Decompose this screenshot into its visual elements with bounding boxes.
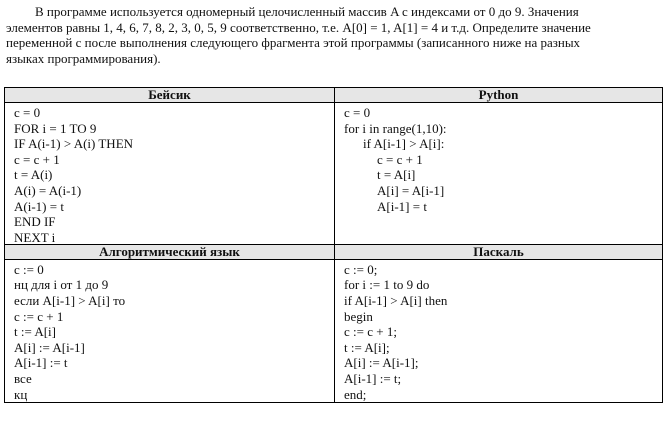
- python-line: t = A[i]: [377, 167, 416, 183]
- basic-line: c = c + 1: [14, 151, 60, 167]
- basic-line: c = 0: [14, 105, 41, 120]
- problem-line-4: языках программирования).: [6, 50, 161, 66]
- algo-line: если A[i-1] > A[i] то: [14, 292, 126, 308]
- pascal-line: begin: [344, 308, 373, 324]
- code-table: [4, 87, 663, 403]
- algo-line: c := c + 1: [14, 308, 64, 324]
- python-line: A[i] = A[i-1]: [377, 182, 445, 198]
- basic-line: A(i) = A(i-1): [14, 182, 82, 198]
- header-python: Python: [335, 88, 663, 103]
- problem-line-3: переменной c после выполнения следующего фрагмента этой программы (записанного ниже на разных: [6, 35, 581, 51]
- basic-line: A(i-1) = t: [14, 198, 64, 214]
- header-pascal: Паскаль: [335, 244, 663, 259]
- basic-line: END IF: [14, 214, 56, 230]
- python-line: c = c + 1: [377, 151, 423, 167]
- pascal-line: A[i] := A[i-1];: [344, 355, 419, 371]
- problem-line-2: элементов равны 1, 4, 6, 7, 8, 2, 3, 0, 5, 9 соответственно, т.е. A[0] = 1, A[1] = 4 и т.д. Определите значение: [6, 19, 591, 35]
- python-line: if A[i-1] > A[i]:: [363, 136, 445, 152]
- python-code-cell: [335, 103, 663, 245]
- pascal-line: for i := 1 to 9 do: [344, 277, 430, 293]
- basic-line: FOR i = 1 TO 9: [14, 120, 97, 136]
- pascal-line: c := c + 1;: [344, 324, 397, 340]
- pascal-line: t := A[i];: [344, 339, 390, 355]
- algo-line: все: [14, 370, 32, 386]
- algo-line: A[i-1] := t: [14, 355, 68, 371]
- basic-line: t = A(i): [14, 167, 53, 183]
- basic-line: IF A(i-1) > A(i) THEN: [14, 136, 134, 152]
- pascal-code-cell: [335, 259, 663, 402]
- algo-line: c := 0: [14, 261, 44, 277]
- python-line: for i in range(1,10):: [344, 120, 447, 136]
- algo-line: A[i] := A[i-1]: [14, 339, 85, 355]
- basic-code-cell: [5, 103, 335, 245]
- algo-code-cell: [5, 259, 335, 402]
- pascal-line: if A[i-1] > A[i] then: [344, 292, 448, 308]
- python-line: A[i-1] = t: [377, 198, 427, 214]
- python-line: c = 0: [344, 105, 371, 120]
- problem-statement: [6, 4, 658, 66]
- pascal-line: A[i-1] := t;: [344, 370, 402, 386]
- pascal-line: c := 0;: [344, 261, 378, 277]
- header-algo: Алгоритмический язык: [5, 244, 335, 259]
- algo-line: t := A[i]: [14, 324, 56, 340]
- problem-line-1: В программе используется одномерный целочисленный массив A с индексами от 0 до 9. Значения: [35, 4, 579, 19]
- pascal-line: end;: [344, 386, 367, 402]
- basic-line: NEXT i: [14, 229, 56, 245]
- algo-line: кц: [14, 386, 28, 402]
- header-basic: Бейсик: [5, 88, 335, 103]
- algo-line: нц для i от 1 до 9: [14, 277, 109, 293]
